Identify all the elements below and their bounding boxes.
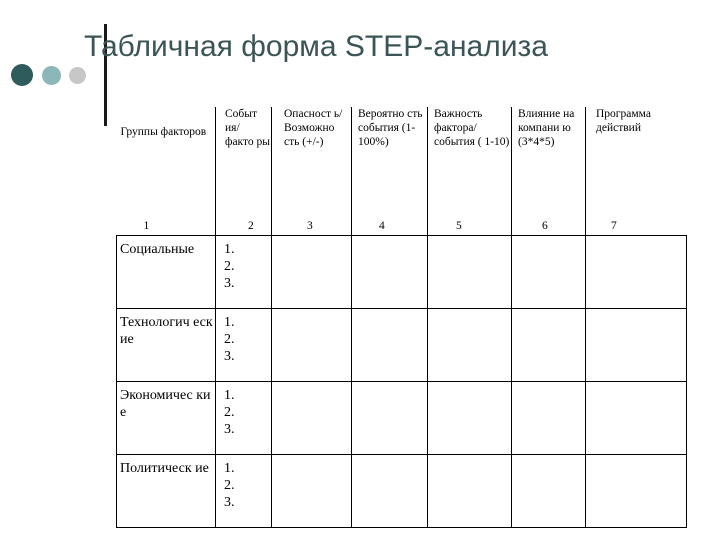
event-item: 2. — [224, 405, 235, 420]
event-item: 2. — [224, 478, 235, 493]
table-cell[interactable] — [272, 382, 352, 455]
column-number: 7 — [586, 219, 687, 236]
header-row — [117, 107, 687, 219]
table-cell[interactable] — [352, 382, 428, 455]
column-number: 6 — [512, 219, 586, 236]
event-item: 3. — [224, 495, 235, 510]
table-cell[interactable] — [272, 236, 352, 309]
table-row-political — [117, 455, 687, 528]
header-impact: Влияние на компани ю (3*4*5) — [512, 107, 586, 219]
event-item: 3. — [224, 422, 235, 437]
group-name: Политическ ие — [117, 455, 216, 528]
table-cell[interactable] — [586, 309, 687, 382]
table-cell[interactable] — [352, 309, 428, 382]
event-list — [216, 236, 272, 309]
table-cell[interactable] — [428, 236, 512, 309]
column-number: 4 — [352, 219, 428, 236]
event-list — [216, 382, 272, 455]
event-list — [216, 309, 272, 382]
group-name: Экономичес кие — [117, 382, 216, 455]
table-cell[interactable] — [352, 236, 428, 309]
table-cell[interactable] — [586, 382, 687, 455]
table-cell[interactable] — [352, 455, 428, 528]
table-cell[interactable] — [512, 309, 586, 382]
event-list — [216, 455, 272, 528]
event-item: 2. — [224, 332, 235, 347]
event-item: 1. — [224, 388, 235, 403]
event-item: 1. — [224, 461, 235, 476]
header-threat-opportunity: Опасност ь/ Возможно сть (+/-) — [272, 107, 352, 219]
column-number: 2 — [216, 219, 272, 236]
table-row-social — [117, 236, 687, 309]
event-item: 1. — [224, 242, 235, 257]
decorative-dot-grey-icon — [69, 67, 86, 84]
table-cell[interactable] — [512, 455, 586, 528]
table-cell[interactable] — [586, 455, 687, 528]
slide-title: Табличная форма STEP-анализа — [84, 30, 548, 63]
header-action-program: Программа действий — [586, 107, 687, 219]
decorative-dot-dark-icon — [11, 64, 33, 86]
table-row-economic — [117, 382, 687, 455]
column-number: 5 — [428, 219, 512, 236]
group-name: Социальные — [117, 236, 216, 309]
event-item: 3. — [224, 276, 235, 291]
header-probability: Вероятно сть события (1-100%) — [352, 107, 428, 219]
event-item: 1. — [224, 315, 235, 330]
table-cell[interactable] — [428, 309, 512, 382]
table-cell[interactable] — [428, 455, 512, 528]
table-cell[interactable] — [512, 382, 586, 455]
column-number: 3 — [272, 219, 352, 236]
table-cell[interactable] — [512, 236, 586, 309]
table-cell[interactable] — [586, 236, 687, 309]
header-events-factors: Событ ия/ факто ры — [216, 107, 272, 219]
table-cell[interactable] — [272, 455, 352, 528]
header-factor-groups: Группы факторов — [120, 126, 207, 138]
table-cell[interactable] — [428, 382, 512, 455]
decorative-dot-teal-icon — [42, 66, 61, 85]
event-item: 3. — [224, 349, 235, 364]
table-cell[interactable] — [272, 309, 352, 382]
column-number: 1 — [143, 220, 150, 232]
event-item: 2. — [224, 259, 235, 274]
table-row-technological — [117, 309, 687, 382]
step-analysis-table — [116, 107, 687, 528]
header-importance: Важность фактора/ события ( 1-10) — [428, 107, 512, 219]
group-name: Технологич еские — [117, 309, 216, 382]
column-number-row — [117, 219, 687, 236]
